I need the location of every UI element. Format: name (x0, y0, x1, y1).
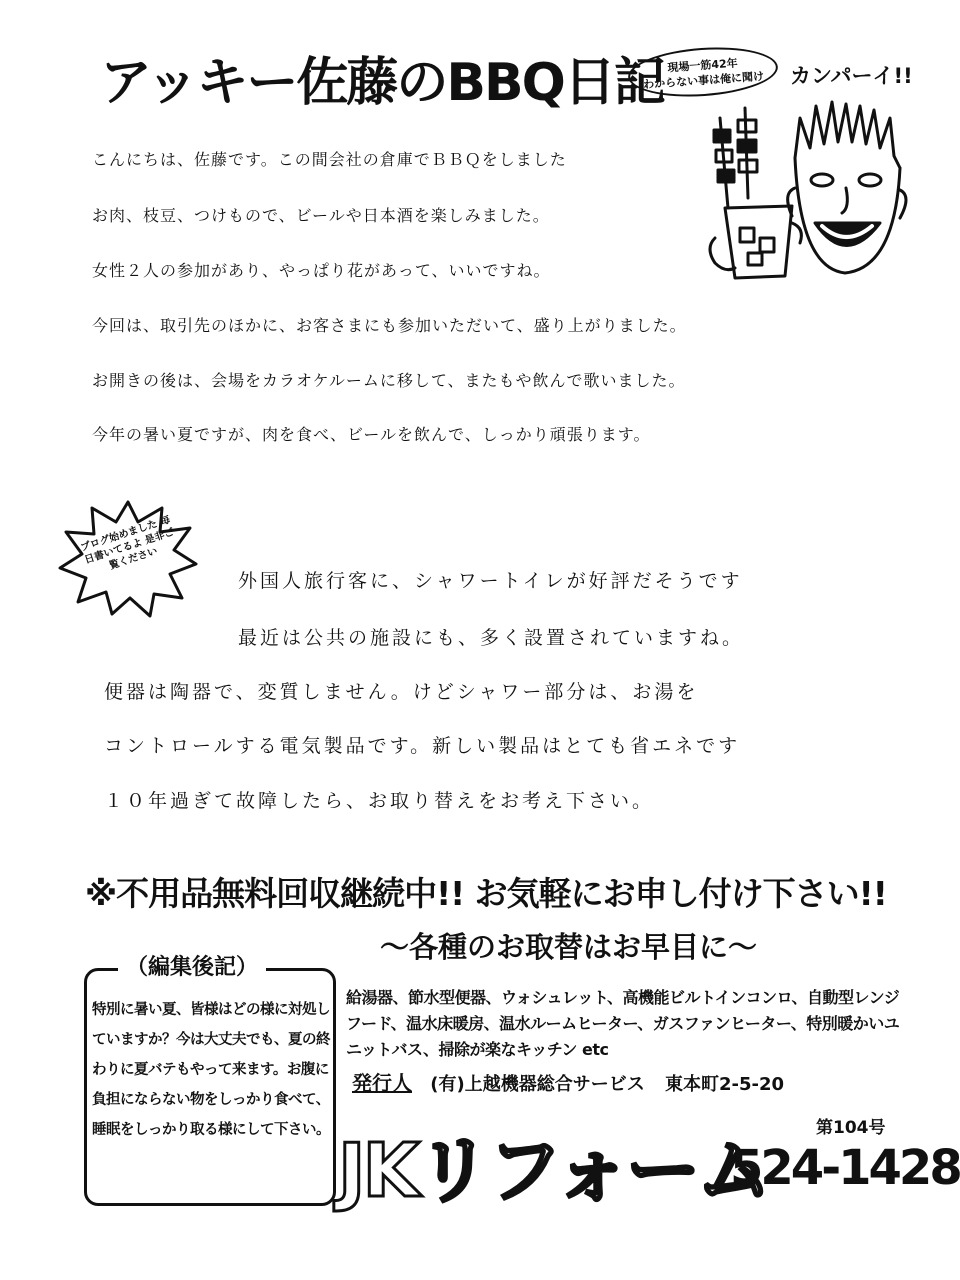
man-with-skewers-illustration (700, 98, 910, 288)
toilet-line-5: １０年過ぎて故障したら、お取り替えをお考え下さい。 (104, 790, 655, 812)
publisher-info (352, 1067, 784, 1096)
editorial-body: 特別に暑い夏、皆様はどの様に対処していますか？今は大丈夫でも、夏の終わりに夏バテもやって来ます。お腹に負担にならない物をしっかり食べて、睡眠をしっかり取る様にして下さい。 (92, 1002, 330, 1138)
phone-number: 524-1428 (730, 1140, 960, 1196)
product-list: 給湯器、節水型便器、ウォシュレット、高機能ビルトインコンロ、自動型レンジフード、温水床暖房、温水ルームヒーター、ガスファンヒーター、特別暖かいユニットバス、掃除が楽なキッチン etc (346, 988, 900, 1059)
badge-line-2: わからない事は俺に聞け (642, 69, 765, 92)
publisher-label: 発行人 (352, 1071, 412, 1095)
toilet-line-2: 最近は公共の施設にも、多く設置されていますね。 (238, 627, 745, 649)
toilet-line-3: 便器は陶器で、変質しません。けどシャワー部分は、お湯を (104, 681, 699, 703)
cheers-exclamation: カンパーイ!! (790, 64, 913, 88)
diary-line-3: 女性２人の参加があり、やっぱり花があって、いいですね。 (92, 261, 551, 280)
toilet-line-4: コントロールする電気製品です。新しい製品はとても省エネです (104, 735, 741, 757)
page-title: アッキー佐藤のBBQ日記 (100, 53, 664, 113)
editorial-title: （編集後記） (118, 950, 266, 981)
burst-text: ブログ始めました 毎日書いてるよ 是非ご覧ください (79, 514, 176, 572)
badge-line-1: 現場一筋42年 (667, 56, 739, 75)
publisher-address: 東本町2-5-20 (665, 1074, 785, 1095)
diary-line-2: お肉、枝豆、つけもので、ビールや日本酒を楽しみました。 (92, 206, 550, 225)
diary-line-4: 今回は、取引先のほかに、お客さまにも参加いただいて、盛り上がりました。 (92, 316, 687, 335)
brand-logo: JKリフォーム (338, 1128, 769, 1214)
diary-line-6: 今年の暑い夏ですが、肉を食べ、ビールを飲んで、しっかり頑張ります。 (92, 425, 651, 444)
diary-line-5: お開きの後は、会場をカラオケルームに移して、またもや飲んで歌いました。 (92, 371, 686, 390)
issue-number: 第104号 (816, 1118, 886, 1138)
free-pickup-headline: ※不用品無料回収継続中!! お気軽にお申し付け下さい!! (85, 874, 887, 913)
diary-line-1: こんにちは、佐藤です。この間会社の倉庫でＢＢＱをしました (92, 150, 567, 169)
publisher-company: (有)上越機器総合サービス (430, 1074, 645, 1095)
toilet-line-1: 外国人旅行客に、シャワートイレが好評だそうです (238, 570, 743, 592)
replacement-subhead: 〜各種のお取替はお早目に〜 (380, 930, 758, 964)
